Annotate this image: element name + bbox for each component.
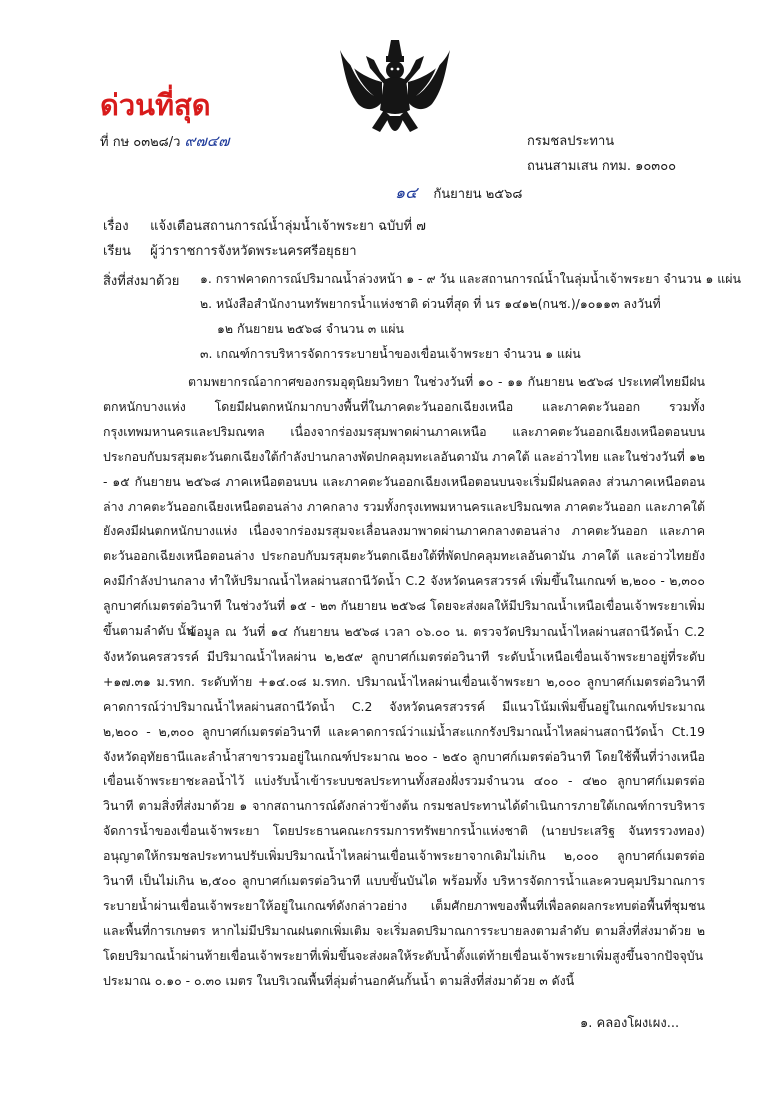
subject-line	[103, 215, 426, 236]
date-month-year: กันยายน ๒๕๖๘	[433, 187, 523, 202]
document-number-handwritten: ๙๗๔๗	[184, 132, 230, 150]
urgency-stamp: ด่วนที่สุด	[100, 88, 211, 122]
document-date	[395, 181, 522, 206]
paragraph-text: ข้อมูล ณ วันที่ ๑๔ กันยายน ๒๕๖๘ เวลา ๐๖.๐๐ น. ตรวจวัดปริมาณน้ำไหลผ่านสถานีวัดน้ำ C.2 จังหวัดนครสวรรค์ มีปริมาณน้ำไหลผ่าน ๒,๒๕๙ ลูกบาศก์เมตรต่อวินาที ระดับน้ำเหนือเขื่อนเจ้าพระยาอยู่ที่ระดับ +๑๗.๓๑ ม.รทก. ระดับท้าย +๑๔.๐๘ ม.รทก. ปริมาณน้ำไหลผ่านเขื่อนเจ้าพระยา ๒,๐๐๐ ลูกบาศก์เมตรต่อวินาที คาดการณ์ว่าปริมาณน้ำไหลผ่านสถานีวัดน้ำ C.2 จังหวัดนครสวรรค์ มีแนวโน้มเพิ่มขึ้นอยู่ในเกณฑ์ประมาณ ๒,๒๐๐ - ๒,๓๐๐ ลูกบาศก์เมตรต่อวินาที และคาดการณ์ว่าแม่น้ำสะแกกรังปริมาณน้ำไหลผ่านสถานีวัดน้ำ Ct.19 จังหวัดอุทัยธานีและลำน้ำสาขารวมอยู่ในเกณฑ์ประมาณ ๒๐๐ - ๒๕๐ ลูกบาศก์เมตรต่อวินาที โดยใช้พื้นที่ว่างเหนือเขื่อนเจ้าพระยาชะลอน้ำไว้ แบ่งรับน้ำเข้าระบบชลประทานทั้งสองฝั่งรวมจำนวน ๔๐๐ - ๔๒๐ ลูกบาศก์เมตรต่อวินาที ตามสิ่งที่ส่งมาด้วย ๑ จากสถานการณ์ดังกล่าวข้างต้น กรมชลประทานได้ดำเนินการภายใต้เกณฑ์การบริหารจัดการน้ำของเขื่อนเจ้าพระยา โดยประธานคณะกรรมการทรัพยากรน้ำแห่งชาติ (นายประเสริฐ จันทรรวงทอง) อนุญาตให้กรมชลประทานปรับเพิ่มปริมาณน้ำไหลผ่านเขื่อนเจ้าพระยาจากเดิมไม่เกิน ๒,๐๐๐ ลูกบาศก์เมตรต่อวินาที เป็นไม่เกิน ๒,๕๐๐ ลูกบาศก์เมตรต่อวินาที แบบขั้นบันได พร้อมทั้ง บริหารจัดการน้ำและควบคุมปริมาณการระบายน้ำผ่านเขื่อนเจ้าพระยาให้อยู่ในเกณฑ์ดังกล่าวอย่าง เต็มศักยภาพของพื้นที่เพื่อลดผลกระทบต่อพื้นที่ชุมชนและพื้นที่การเกษตร หากไม่มีปริมาณฝนตกเพิ่มเติม จะเริ่มลดปริมาณการระบายลงตามลำดับ ตามสิ่งที่ส่งมาด้วย ๒ โดยปริมาณน้ำผ่านท้ายเขื่อนเจ้าพระยาที่เพิ่มขึ้นจะส่งผลให้ระดับน้ำตั้งแต่ท้ายเขื่อนเจ้าพระยาเพิ่มสูงขึ้นจากปัจจุบันประมาณ ๐.๑๐ - ๐.๓๐ เมตร ในบริเวณพื้นที่ลุ่มต่ำนอกคันกั้นน้ำ ตามสิ่งที่ส่งมาด้วย ๓ ดังนี้	[103, 624, 705, 988]
attachments-label: สิ่งที่ส่งมาด้วย	[103, 274, 180, 289]
body-paragraph-2	[103, 620, 705, 994]
document-number	[100, 129, 229, 153]
subject-text: แจ้งเตือนสถานการณ์น้ำลุ่มน้ำเจ้าพระยา ฉบับที่ ๗	[150, 219, 426, 234]
sender-organization	[527, 129, 676, 179]
document-number-prefix: ที่ กษ ๐๓๒๘/ว	[100, 135, 181, 150]
paragraph-text: ตามพยากรณ์อากาศของกรมอุตุนิยมวิทยา ในช่วงวันที่ ๑๐ - ๑๑ กันยายน ๒๕๖๘ ประเทศไทยมีฝนตกหนักบางแห่ง โดยมีฝนตกหนักมากบางพื้นที่ในภาคตะวันออกเฉียงเหนือ และภาคตะวันออก รวมทั้งกรุงเทพมหานครและปริมณฑล เนื่องจากร่องมรสุมพาดผ่านภาคเหนือ และภาคตะวันออกเฉียงเหนือตอนบน ประกอบกับมรสุมตะวันตกเฉียงใต้กำลังปานกลางพัดปกคลุมทะเลอันดามัน ภาคใต้ และอ่าวไทย และในช่วงวันที่ ๑๒ - ๑๕ กันยายน ๒๕๖๘ ภาคเหนือตอนบน และภาคตะวันออกเฉียงเหนือตอนบนจะเริ่มมีฝนลดลง ส่วนภาคเหนือตอนล่าง ภาคตะวันออกเฉียงเหนือตอนล่าง ภาคกลาง รวมทั้งกรุงเทพมหานครและปริมณฑล ภาคตะวันออก และภาคใต้ยังคงมีฝนตกหนักบางแห่ง เนื่องจากร่องมรสุมจะเลื่อนลงมาพาดผ่านภาคกลางตอนล่าง ภาคตะวันออก และภาคตะวันออกเฉียงเหนือตอนล่าง ประกอบกับมรสุมตะวันตกเฉียงใต้ที่พัดปกคลุมทะเลอันดามัน ภาคใต้ และอ่าวไทยยังคงมีกำลังปานกลาง ทำให้ปริมาณน้ำไหลผ่านสถานีวัดน้ำ C.2 จังหวัดนครสวรรค์ เพิ่มขึ้นในเกณฑ์ ๒,๒๐๐ - ๒,๓๐๐ ลูกบาศก์เมตรต่อวินาที ในช่วงวันที่ ๑๕ - ๒๓ กันยายน ๒๕๖๘ โดยจะส่งผลให้มีปริมาณน้ำเหนือเขื่อนเจ้าพระยาเพิ่มขึ้นตามลำดับ นั้น	[103, 374, 705, 639]
recipient-label: เรียน	[103, 244, 131, 259]
attachment-item: ๑. กราฟคาดการณ์ปริมาณน้ำล่วงหน้า ๑ - ๙ วัน และสถานการณ์น้ำในลุ่มน้ำเจ้าพระยา จำนวน ๑ แผ่น	[200, 271, 741, 286]
date-day-handwritten: ๑๔	[395, 183, 418, 202]
org-address: ถนนสามเสน กทม. ๑๐๓๐๐	[527, 159, 677, 174]
recipient-text: ผู้ว่าราชการจังหวัดพระนครศรีอยุธยา	[150, 244, 357, 259]
attachment-item-continued: ๑๒ กันยายน ๒๕๖๘ จำนวน ๓ แผ่น	[217, 321, 404, 336]
recipient-line	[103, 240, 357, 261]
org-name: กรมชลประทาน	[527, 134, 615, 149]
attachment-item: ๒. หนังสือสำนักงานทรัพยากรน้ำแห่งชาติ ด่วนที่สุด ที่ นร ๑๔๑๒(กนช.)/๑๐๑๑๓ ลงวันที่	[200, 296, 661, 311]
body-paragraph-1	[103, 370, 705, 644]
subject-label: เรื่อง	[103, 219, 129, 234]
garuda-emblem-icon	[336, 38, 454, 148]
attachment-item: ๓. เกณฑ์การบริหารจัดการระบายน้ำของเขื่อนเจ้าพระยา จำนวน ๑ แผ่น	[200, 346, 581, 361]
page-continuation: ๑. คลองโผงเผง...	[580, 1016, 680, 1031]
